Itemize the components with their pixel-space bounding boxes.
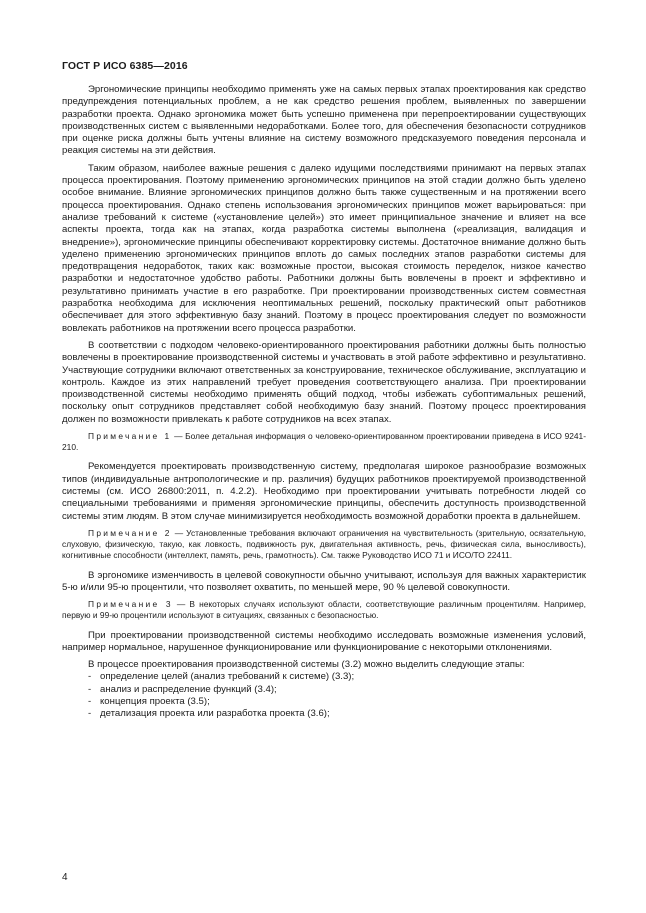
paragraph-design-decisions: Таким образом, наиболее важные решения с далеко идущими последствиями принимают на первых этапах процесса проектирования. Поэтому применению эргономических принципов на этой стадии должно быть уделено особое внимание. Влияние эргономических принципов должно быть также существенным и на протяжении всего процесса проектирования. Однако степень использования эргономических принципов может варьироваться: при анализе требований к системе («установление целей») это имеет принципиальное значение и влияет на все аспекты проекта, тогда как на этапах, когда разработка системы выполнена («реализация, валидация и внедрение»), эргономические принципы обеспечивают корректировку системы. Достаточное внимание должно быть уделено применению эргономических принципов вплоть до самых последних этапов разработки системы для предотвращения недоработок, таких как: возможные простои, высокая стоимость переделок, низкое качество разработки и недостаточное удобство работы. Работники должны быть вовлечены в проект и эффективно и результативно принимать участие в его разработке. При проектировании производственных систем совместная разработка необходима для исключения неоптимальных решений, поскольку практический опыт работников обеспечивает для этого эффективную базу знаний. Поэтому в процесс проектирования следует по возможности вовлекать работников на протяжении всего процесса разработки. xyxy=(62,162,586,334)
stage-text: анализ и распределение функций (3.4); xyxy=(100,683,277,695)
standard-header: ГОСТ Р ИСО 6385—2016 xyxy=(62,60,188,72)
list-dash: - xyxy=(88,671,92,683)
note-2 xyxy=(62,528,586,562)
stage-text: детализация проекта или разработка проекта (3.6); xyxy=(100,708,330,720)
list-dash: - xyxy=(88,683,92,695)
page-number: 4 xyxy=(62,872,68,883)
note-3-text: — В некоторых случаях используют области, соответствующие различным процентилям. Например, первую и 99-ю процентили используют в ситуациях, связанных с безопасностью. xyxy=(62,599,586,621)
note-3 xyxy=(62,599,586,621)
stages-list xyxy=(62,671,586,720)
note-2-label: Примечание 2 xyxy=(88,527,172,538)
list-dash: - xyxy=(88,696,92,707)
list-item xyxy=(88,696,586,708)
stage-text: определение целей (анализ требований к системе) (3.3); xyxy=(100,671,355,683)
list-item xyxy=(88,671,586,683)
paragraph-percentiles: В эргономике изменчивость в целевой совокупности обычно учитывают, используя для важных характеристик 5-ю и/или 95-ю процентили, что позволяет охватить, по меньшей мере, 90 % целевой совокупности. xyxy=(62,569,586,593)
note-1 xyxy=(62,431,586,453)
paragraph-human-centred-design: В соответствии с подходом человеко-ориентированного проектирования работники должны быть полностью вовлечены в проектирование производственной системы и участвовать в этой работе эффективно и результативно. Участвующие сотрудники включают ответственных за конструирование, техническое обслуживание, эксплуатацию и контроль. Каждое из этих направлений требует проведения соответствующего анализа. При проектировании производственной системы необходимо применять общий подход, чтобы избежать субоптимальных решений, поскольку опыт сотрудников представляет собой необходимую базу знаний. Поэтому процесс проектирования должен по возможности привлекать к работе сотрудников на всех этапах. xyxy=(62,339,586,425)
note-2-text: — Установленные требования включают ограничения на чувствительность (зрительную, осязательную, слуховую, физическую, такую, как ловкость, подвижность рук, двигательная активность, речь, физическая сила, выносливость), когнитивные способности (интеллект, память, речь, грамотность). См. также Руководство ИСО 71 и ИСО/ТО 22411. xyxy=(62,527,587,561)
list-dash: - xyxy=(88,708,92,720)
paragraph-ergonomic-principles: Эргономические принципы необходимо применять уже на самых первых этапах проектирования как средство предупреждения потенциальных проблем, а не как средство решения проблем, выявленных по завершении разработки проекта. Однако эргономика может быть успешно применена при перепроектировании существующих производственных систем с выявленными недоработками. Более того, для обеспечения безопасности сотрудников при оценке риска должны быть учтены влияние на систему возможного предсказуемого поведения персонала и реакция системы на эти действия. xyxy=(62,84,586,157)
paragraph-stages-intro: В процессе проектирования производственной системы (3.2) можно выделить следующие этапы: xyxy=(88,659,525,671)
note-3-label: Примечание 3 xyxy=(88,599,173,610)
paragraph-condition-changes: При проектировании производственной системы необходимо исследовать возможные изменения условий, например нормальное, нарушенное функционирование или функционирование с некоторыми отклонениями. xyxy=(62,629,586,653)
paragraph-diverse-users: Рекомендуется проектировать производственную систему, предполагая широкое разнообразие возможных типов (индивидуальные антропологические и пр. различия) будущих работников проектируемой производственной системы (см. ИСО 26800:2011, п. 4.2.2). Необходимо при проектировании учитывать потребности людей со специальными требованиями и применяя эргономические принципы, обеспечить доступность производственной системы этим людям. В этом случае минимизируется необходимость возможной доработки проекта в дальнейшем. xyxy=(62,461,586,522)
list-item xyxy=(88,684,586,696)
note-1-text: — Более детальная информация о человеко-ориентированном проектировании приведена в ИСО 9241-210. xyxy=(62,431,586,453)
note-1-label: Примечание 1 xyxy=(88,431,172,442)
list-item xyxy=(88,708,586,720)
stage-text: концепция проекта (3.5); xyxy=(100,696,210,707)
